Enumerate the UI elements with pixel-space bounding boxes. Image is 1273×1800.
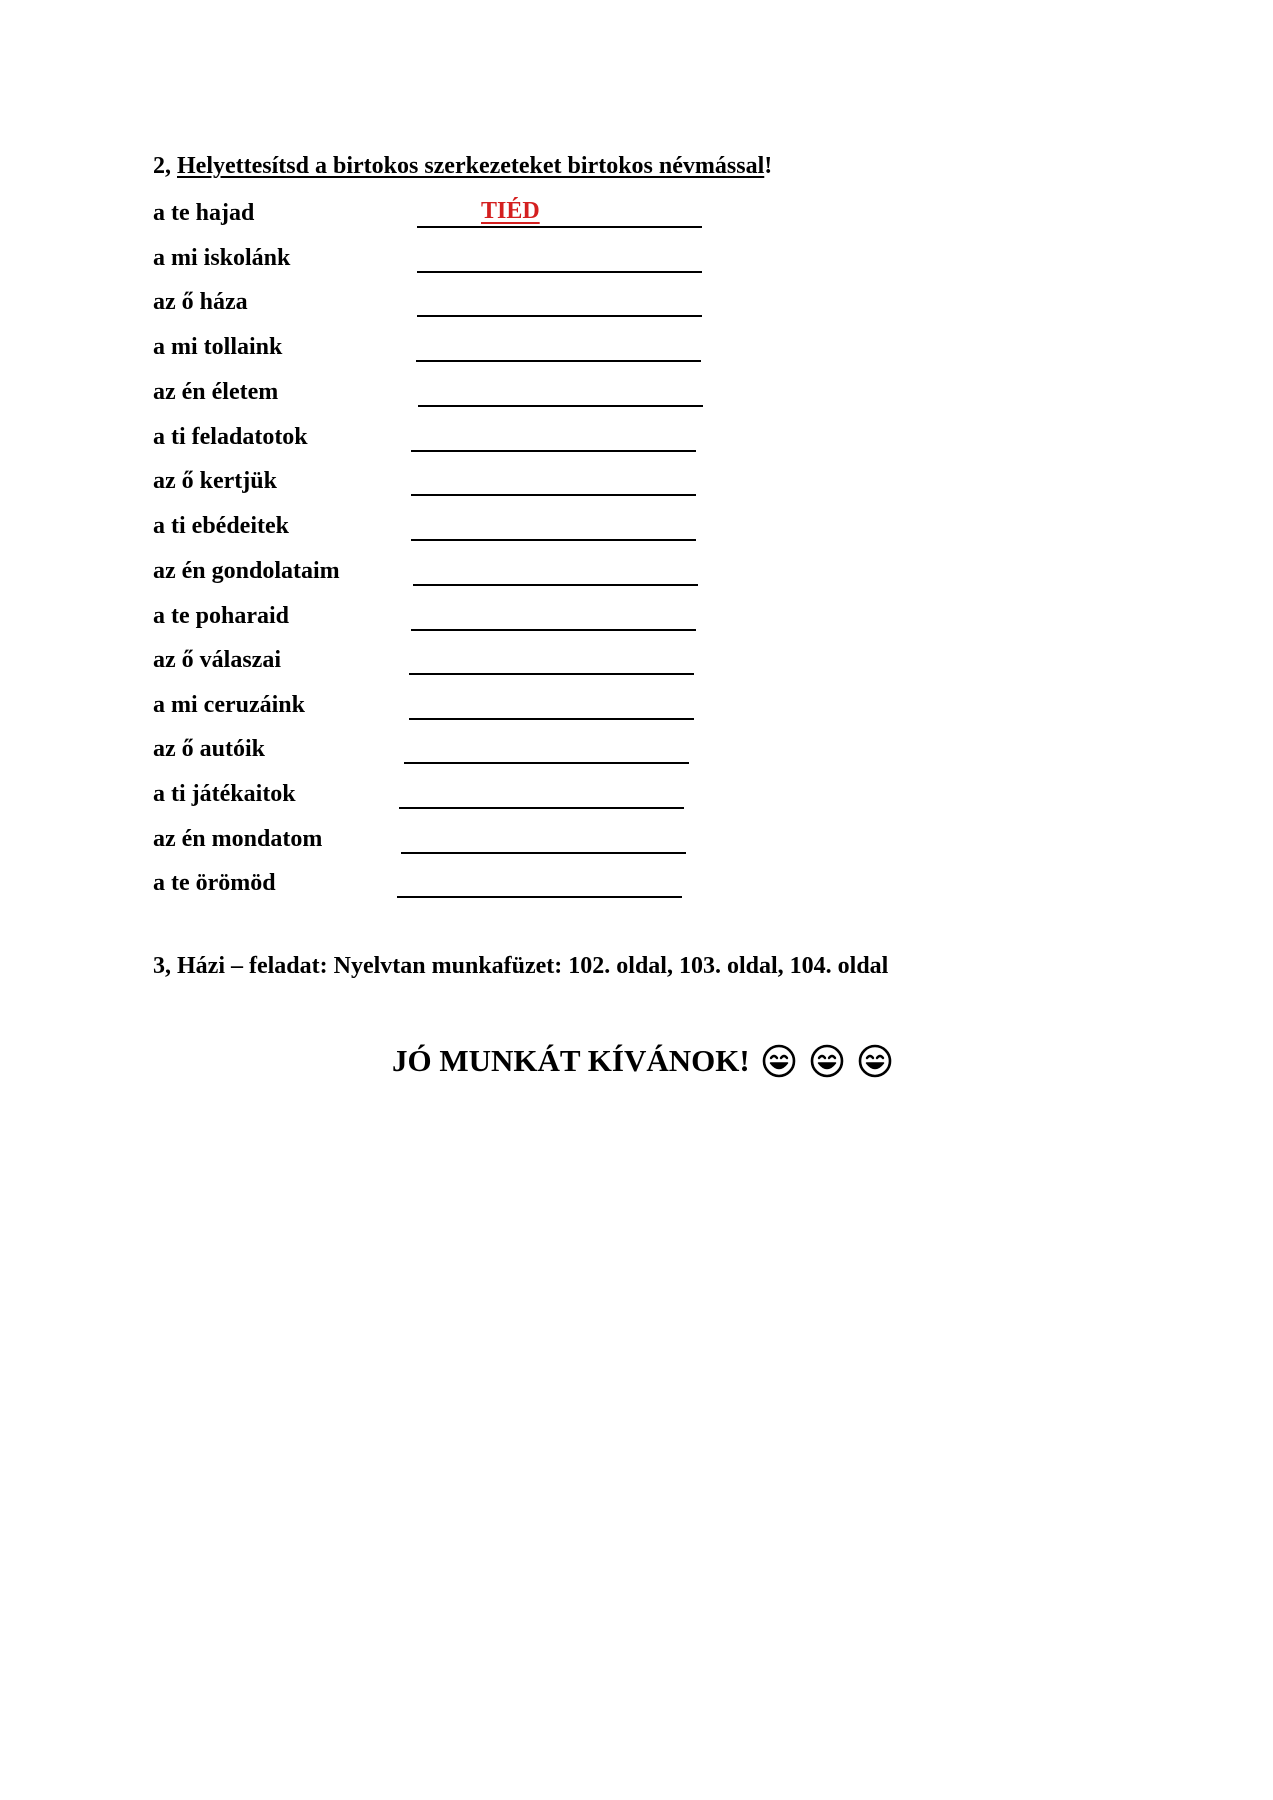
answer-blank[interactable]: [417, 245, 702, 273]
exercise-row: [153, 513, 853, 543]
exercise-row: [153, 870, 853, 900]
exercise-row: [153, 289, 853, 319]
exercise-row: [153, 826, 853, 856]
possessive-phrase: a te örömöd: [153, 870, 276, 896]
task-2-number: 2,: [153, 153, 177, 179]
answer-blank[interactable]: [401, 826, 686, 854]
closing-message: [392, 1043, 892, 1079]
answer-text: TIÉD: [481, 198, 540, 224]
task-3-homework: 3, Házi – feladat: Nyelvtan munkafüzet: 102. oldal, 103. oldal, 104. oldal: [153, 953, 889, 979]
answer-blank[interactable]: [417, 200, 702, 228]
task-2-instruction: Helyettesítsd a birtokos szerkezeteket birtokos névmással: [177, 153, 765, 179]
exercise-row: [153, 558, 853, 588]
smiley-face-icon: [762, 1044, 796, 1078]
exercise-row: [153, 781, 853, 811]
possessive-phrase: a mi tollaink: [153, 334, 283, 360]
answer-blank[interactable]: [404, 736, 689, 764]
possessive-phrase: a mi ceruzáink: [153, 692, 305, 718]
possessive-phrase: az ő válaszai: [153, 647, 281, 673]
closing-text: JÓ MUNKÁT KÍVÁNOK!: [392, 1043, 750, 1078]
possessive-phrase: az én gondolataim: [153, 558, 340, 584]
answer-blank[interactable]: [409, 647, 694, 675]
exercise-row: [153, 647, 853, 677]
task-2-title: [153, 153, 772, 180]
answer-blank[interactable]: [413, 558, 698, 586]
smiley-face-icon: [858, 1044, 892, 1078]
exercise-row: [153, 245, 853, 275]
exercise-row: [153, 379, 853, 409]
exercise-row: [153, 603, 853, 633]
answer-blank[interactable]: [397, 870, 682, 898]
possessive-phrase: a te poharaid: [153, 603, 290, 629]
task-2-end-mark: !: [764, 153, 773, 179]
exercise-row: [153, 200, 853, 230]
answer-blank[interactable]: [409, 692, 694, 720]
smiley-face-icon: [810, 1044, 844, 1078]
exercise-row: [153, 736, 853, 766]
answer-blank[interactable]: [411, 513, 696, 541]
exercise-row: [153, 334, 853, 364]
possessive-phrase: a mi iskolánk: [153, 245, 291, 271]
possessive-phrase: az ő kertjük: [153, 468, 277, 494]
answer-blank[interactable]: [411, 603, 696, 631]
possessive-phrase: az én mondatom: [153, 826, 323, 852]
exercise-row: [153, 692, 853, 722]
possessive-phrase: az ő autóik: [153, 736, 266, 762]
exercise-row: [153, 468, 853, 498]
possessive-phrase: a ti játékaitok: [153, 781, 296, 807]
exercise-row: [153, 424, 853, 454]
possessive-phrase: az ő háza: [153, 289, 248, 315]
answer-blank[interactable]: [418, 379, 703, 407]
answer-blank[interactable]: [416, 334, 701, 362]
possessive-phrase: az én életem: [153, 379, 279, 405]
possessive-phrase: a te hajad: [153, 200, 255, 226]
smiley-group: [762, 1044, 892, 1078]
possessive-phrase: a ti feladatotok: [153, 424, 308, 450]
answer-blank[interactable]: [411, 424, 696, 452]
answer-blank[interactable]: [399, 781, 684, 809]
answer-blank[interactable]: [417, 289, 702, 317]
possessive-phrase: a ti ebédeitek: [153, 513, 289, 539]
answer-blank[interactable]: [411, 468, 696, 496]
